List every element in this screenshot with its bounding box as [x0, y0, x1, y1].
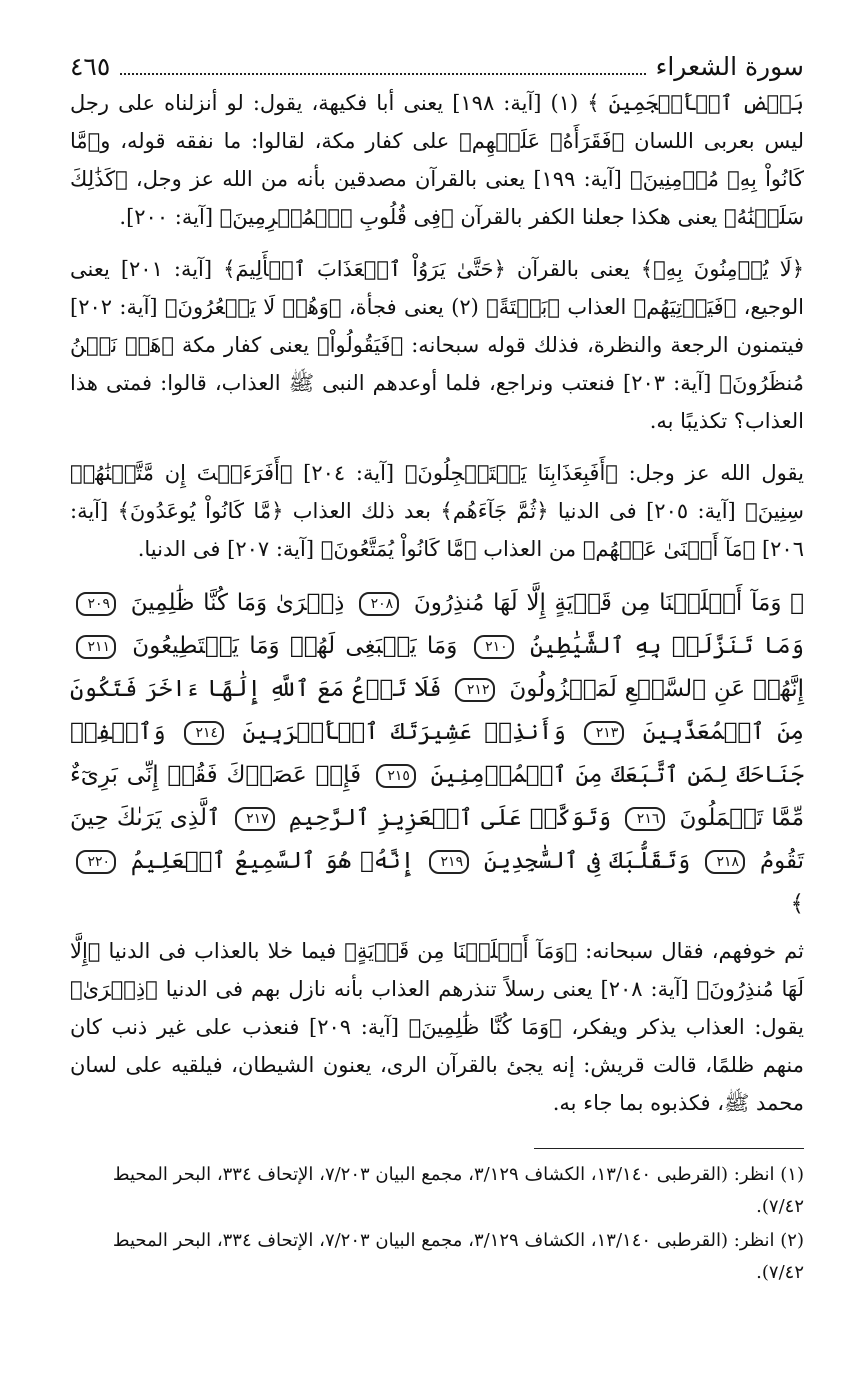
verse-number-marker: ٢٢٠	[76, 850, 116, 874]
verse-number-marker: ٢١٥	[376, 764, 416, 788]
footnote-divider	[534, 1148, 804, 1149]
verse-text: إِنَّهُۥ هُوَ ٱلسَّمِيعُ ٱلۡعَلِيمُ	[130, 848, 415, 874]
verse-number-marker: ٢١٦	[625, 807, 665, 831]
running-header	[70, 50, 804, 84]
commentary-paragraph-3: يقول الله عز وجل: ﴿أَفَبِعَذَابِنَا يَسۡتَعۡجِلُونَ﴾ [آية: ٢٠٤] ﴿أَفَرَءَيۡتَ إِن مَّتَّعۡنَٰهُمۡ سِنِينَ﴾ [آية: ٢٠٥] فى الدنيا ﴿ثُمَّ جَآءَهُم﴾ بعد ذلك العذاب ﴿مَّا كَانُواْ يُوعَدُونَ﴾ [آية: ٢٠٦] ﴿مَآ أَغۡنَىٰ عَنۡهُم﴾ من العذاب ﴿مَّا كَانُواْ يُمَتَّعُونَ﴾ [آية: ٢٠٧] فى الدنيا.	[70, 461, 804, 561]
verse-number-marker: ٢١٠	[474, 635, 514, 659]
verse-text: وَمَا تَنَزَّلَتۡ بِهِ ٱلشَّيَٰطِينُ	[529, 633, 805, 659]
verse-number-marker: ٢١٢	[455, 678, 495, 702]
verse-text: إِنَّهُمۡ عَنِ ٱلسَّمۡعِ لَمَعۡزُولُونَ	[509, 676, 805, 702]
footnote-2: (٢) انظر: (القرطبى ١٣/١٤٠، الكشاف ٣/١٢٩، مجمع البيان ٧/٢٠٣، الإتحاف ٣٣٤، البحر المحيط ٧/٤٢).	[112, 1230, 804, 1283]
verse-number-marker: ٢١٤	[184, 721, 224, 745]
verse-number-marker: ٢١١	[76, 635, 116, 659]
verse-number-marker: ٢٠٩	[76, 592, 116, 616]
verse-number-marker: ٢١٧	[235, 807, 275, 831]
verse-text: وَتَوَكَّلۡ عَلَى ٱلۡعَزِيزِ ٱلرَّحِيمِ	[288, 805, 612, 831]
verse-text: وَأَنذِرۡ عَشِيرَتَكَ ٱلۡأَقۡرَبِينَ	[242, 719, 566, 745]
surah-title: سورة الشعراء	[655, 52, 804, 81]
verse-number-marker: ٢٠٨	[359, 592, 399, 616]
quran-verses-block	[70, 582, 804, 926]
dotted-leader	[120, 73, 645, 75]
verse-number-marker: ٢١٣	[584, 721, 624, 745]
book-page	[70, 50, 804, 1291]
footnote-1: (١) انظر: (القرطبى ١٣/١٤٠، الكشاف ٣/١٢٩، مجمع البيان ٧/٢٠٣، الإتحاف ٣٣٤، البحر المحيط ٧/٤٢).	[112, 1164, 804, 1217]
verse-number-marker: ٢١٨	[705, 850, 745, 874]
commentary-paragraph-2: ﴿لَا يُؤۡمِنُونَ بِهِۦ﴾ يعنى بالقرآن ﴿حَتَّىٰ يَرَوُاْ ٱلۡعَذَابَ ٱلۡأَلِيمَ﴾ [آية: ٢٠١] يعنى الوجيع، ﴿فَيَأۡتِيَهُم﴾ العذاب ﴿بَغۡتَةً﴾ (٢) يعنى فجأة، ﴿وَهُمۡ لَا يَشۡعُرُونَ﴾ [آية: ٢٠٢] فيتمنون الرجعة والنظرة، فذلك قوله سبحانه: ﴿فَيَقُولُواْ﴾ يعنى كفار مكة ﴿هَلۡ نَحۡنُ مُنظَرُونَ﴾ [آية: ٢٠٣] فنعتب ونراجع، فلما أوعدهم النبى ﷺ العذاب، قالوا: فمتى هذا العذاب؟ تكذيبًا به.	[70, 257, 805, 433]
verse-text: ذِكۡرَىٰ وَمَا كُنَّا ظَٰلِمِينَ	[130, 590, 345, 616]
page-number: ٤٦٥	[70, 52, 111, 81]
verse-text: ﴿ وَمَآ أَهۡلَكۡنَا مِن قَرۡيَةٍ إِلَّا لَهَا مُنذِرُونَ	[413, 590, 804, 616]
commentary-paragraph-1: بَعۡضِ ٱلۡأَعۡجَمِينَ ﴾ (١) [آية: ١٩٨] يعنى أبا فكيهة، يقول: لو أنزلناه على رجل ليس بعربى اللسان ﴿فَقَرَأَهُۥ عَلَيۡهِم﴾ على كفار مكة، لقالوا: ما نفقه قوله، و﴿مَّا كَانُواْ بِهِۦ مُؤۡمِنِينَ﴾ [آية: ١٩٩] يعنى بالقرآن مصدقين بأنه من الله عز وجل، ﴿كَذَٰلِكَ سَلَكۡنَٰهُ﴾ يعنى هكذا جعلنا الكفر بالقرآن ﴿فِى قُلُوبِ ٱلۡمُجۡرِمِينَ﴾ [آية: ٢٠٠].	[70, 91, 804, 229]
verse-text: فَلَا تَدۡعُ مَعَ ٱللَّهِ إِلَٰهًا ءَاخَرَ فَتَكُونَ مِنَ ٱلۡمُعَذَّبِينَ	[70, 676, 805, 745]
verse-text: وَٱخۡفِضۡ جَنَاحَكَ لِمَنِ ٱتَّبَعَكَ مِنَ ٱلۡمُؤۡمِنِينَ	[70, 719, 805, 788]
verse-text: ٱلَّذِى يَرَىٰكَ حِينَ تَقُومُ	[70, 805, 804, 874]
verse-text: وَمَا يَنۢبَغِى لَهُمۡ وَمَا يَسۡتَطِيعُونَ	[132, 633, 458, 659]
commentary-paragraph-4: ثم خوفهم، فقال سبحانه: ﴿وَمَآ أَهۡلَكۡنَا مِن قَرۡيَةٍ﴾ فيما خلا بالعذاب فى الدنيا ﴿إِلَّا لَهَا مُنذِرُونَ﴾ [آية: ٢٠٨] يعنى رسلاً تنذرهم العذاب بأنه نازل بهم فى الدنيا ﴿ذِكۡرَىٰ﴾ يقول: العذاب يذكر ويفكر، ﴿وَمَا كُنَّا ظَٰلِمِينَ﴾ [آية: ٢٠٩] فنعذب على غير ذنب كان منهم ظلمًا، قالت قريش: إنه يجئ بالقرآن الرى، يعنون الشيطان، فيلقيه على لسان محمد ﷺ، فكذبوه بما جاء به.	[70, 939, 804, 1115]
verse-number-marker: ٢١٩	[429, 850, 469, 874]
verse-text: وَتَقَلُّبَكَ فِى ٱلسَّٰجِدِينَ	[483, 848, 691, 874]
verse-text: فَإِنۡ عَصَوۡكَ فَقُلۡ إِنِّى بَرِىٓءٌ مِّمَّا تَعۡمَلُونَ	[70, 762, 805, 831]
verse-closing-bracket: ﴾	[790, 891, 804, 917]
